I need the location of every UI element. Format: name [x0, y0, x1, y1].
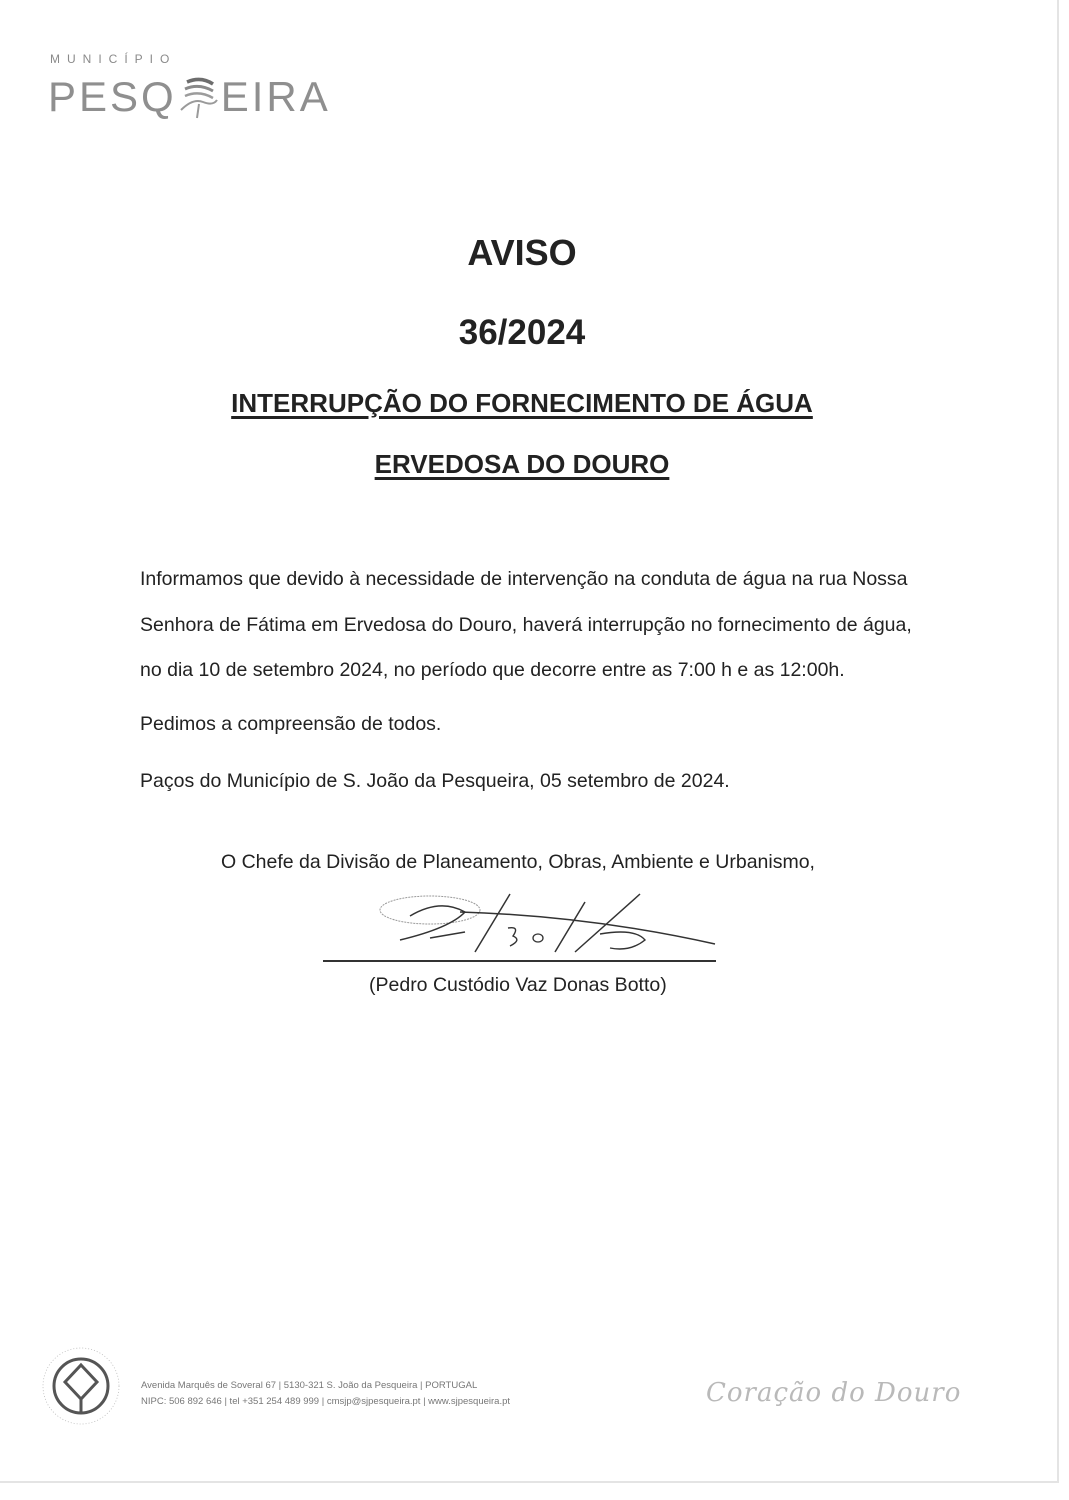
footer-contacts: NIPC: 506 892 646 | tel +351 254 489 999 | cmsjp@sjpesqueira.pt | www.sjpesqueira.pt [141, 1396, 511, 1407]
logo-text-left: PESQ [48, 72, 177, 120]
page-edge-bottom [0, 1481, 1059, 1483]
notice-title: AVISO [467, 232, 577, 273]
municipality-logo [48, 50, 348, 120]
signature-line [323, 960, 716, 962]
page-edge-right [1057, 0, 1059, 1483]
notice-subject [0, 388, 1044, 419]
notice-location [0, 449, 1044, 480]
logo-text-right: EIRA [220, 72, 331, 120]
footer-address: Avenida Marquês de Soveral 67 | 5130-321 S. João da Pesqueira | PORTUGAL [141, 1380, 478, 1391]
notice-location-text: ERVEDOSA DO DOURO [374, 449, 670, 479]
place-date: Paços do Município de S. João da Pesqueira, 05 setembro de 2024. [140, 770, 730, 792]
footer-slogan: Coração do Douro [706, 1378, 962, 1408]
logo-subtitle: MUNICÍPIO [50, 52, 177, 66]
handwritten-signature [370, 888, 720, 968]
signatory-role: O Chefe da Divisão de Planeamento, Obras, Ambiente e Urbanismo, [221, 851, 815, 873]
body-line-3: no dia 10 de setembro 2024, no período que decorre entre as 7:00 h e as 12:00h. [140, 659, 845, 681]
body-line-2: Senhora de Fátima em Ervedosa do Douro, haverá interrupção no fornecimento de água, [140, 614, 912, 636]
logo-wordmark [48, 70, 331, 121]
notice-number: 36/2024 [458, 313, 586, 352]
body-line-1: Informamos que devido à necessidade de intervenção na conduta de água na rua Nossa [140, 568, 908, 590]
world-heritage-seal-icon [40, 1345, 122, 1427]
notice-subject-text: INTERRUPÇÃO DO FORNECIMENTO DE ÁGUA [231, 388, 813, 418]
fish-emblem-icon [179, 74, 219, 120]
closing-text: Pedimos a compreensão de todos. [140, 713, 442, 735]
signatory-name: (Pedro Custódio Vaz Donas Botto) [369, 974, 667, 996]
